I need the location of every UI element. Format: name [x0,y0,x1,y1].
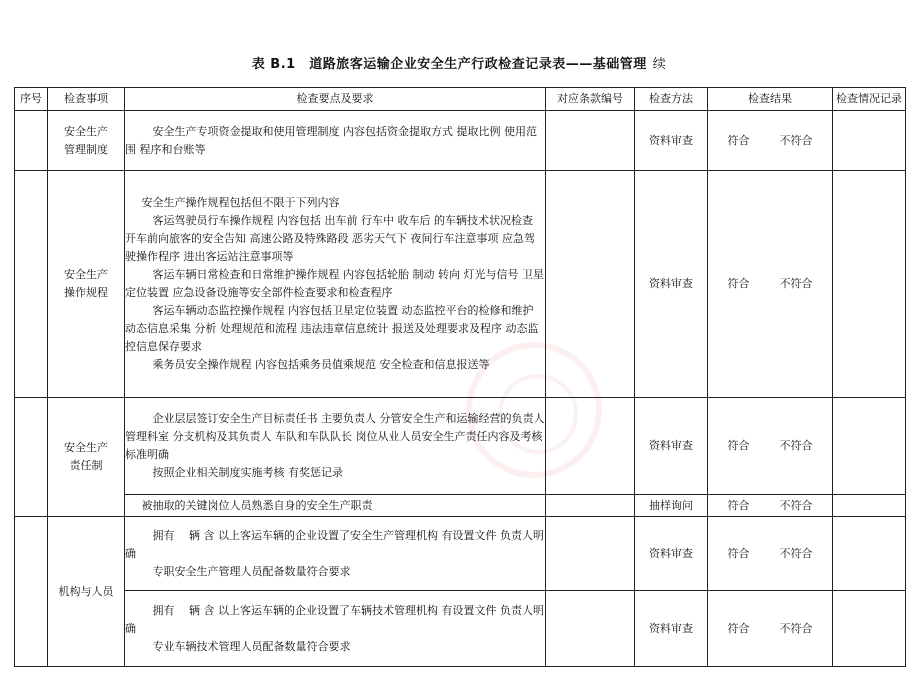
seq-cell [15,398,48,517]
requirements-cell [125,398,546,495]
requirement-text: 拥有 辆 含 以上客运车辆的企业设置了车辆技术管理机构 有设置文件 负责人明确 [125,603,544,635]
requirement-intro: 安全生产操作规程包括但不限于下列内容 [141,196,340,209]
requirement-text: 按照企业相关制度实施考核 有奖惩记录 [152,466,343,479]
item-cell [48,171,125,398]
result-conform-option[interactable]: 符合 [727,621,750,635]
result-cell [708,591,833,667]
method-cell: 资料审查 [635,591,708,667]
clause-cell [546,111,635,171]
result-cell [708,171,833,398]
table-title-main: 表 B.1 道路旅客运输企业安全生产行政检查记录表——基础管理 [251,57,647,72]
clause-cell [546,171,635,398]
result-cell [708,495,833,517]
col-header-result: 检查结果 [708,88,833,111]
result-cell [708,398,833,495]
requirement-text: 安全生产专项资金提取和使用管理制度 内容包括资金提取方式 提取比例 使用范围 程序和台账等 [125,124,537,156]
requirements-cell [125,111,546,171]
inspection-record-table [14,87,906,667]
item-label-line: 安全生产 [64,441,108,454]
method-cell: 资料审查 [635,398,708,495]
item-cell [48,111,125,171]
requirement-text: 客运车辆日常检查和日常维护操作规程 内容包括轮胎 制动 转向 灯光与信号 卫星定位装置 应急设备设施等安全部件检查要求和检查程序 [125,268,544,299]
requirements-cell [125,495,546,517]
header-row [15,88,906,111]
record-cell[interactable] [833,398,906,495]
seq-cell [15,517,48,667]
record-cell[interactable] [833,517,906,591]
table-row [15,398,906,495]
requirement-text: 客运车辆动态监控操作规程 内容包括卫星定位装置 动态监控平台的检修和维护 动态信息采集 分析 处理规范和流程 违法违章信息统计 报送及处理要求及程序 动态监控信息保存要求 [125,304,539,353]
method-cell: 资料审查 [635,517,708,591]
seq-cell [15,111,48,171]
record-cell[interactable] [833,171,906,398]
result-cell [708,111,833,171]
col-header-record: 检查情况记录 [833,88,906,111]
result-nonconform-option[interactable]: 不符合 [779,439,813,452]
item-label-line: 安全生产 [64,268,108,281]
item-label-line: 机构与人员 [58,584,114,598]
requirements-cell [125,591,546,667]
clause-cell [546,591,635,667]
requirement-text: 客运驾驶员行车操作规程 内容包括 出车前 行车中 收车后 的车辆技术状况检查 开车前向旅客的安全告知 高速公路及特殊路段 恶劣天气下 夜间行车注意事项 应急驾驶操作程序 进出客运站注意事项等 [125,214,535,263]
result-conform-option[interactable]: 符合 [727,277,750,290]
table-row [15,517,906,591]
requirement-text: 专业车辆技术管理人员配备数量符合要求 [152,639,351,653]
result-conform-option[interactable]: 符合 [727,439,750,452]
item-label-line: 责任制 [69,459,103,472]
item-label-line: 安全生产 [64,124,108,138]
method-cell: 资料审查 [635,171,708,398]
col-header-clause: 对应条款编号 [546,88,635,111]
requirement-text: 专职安全生产管理人员配备数量符合要求 [152,564,351,578]
seq-cell [15,171,48,398]
record-cell[interactable] [833,591,906,667]
col-header-requirements: 检查要点及要求 [125,88,546,111]
record-cell[interactable] [833,495,906,517]
clause-cell [546,398,635,495]
record-cell[interactable] [833,111,906,171]
table-row [15,111,906,171]
table-row [15,171,906,398]
result-nonconform-option[interactable]: 不符合 [779,498,813,512]
requirement-text: 乘务员安全操作规程 内容包括乘务员值乘规范 安全检查和信息报送等 [152,358,490,371]
requirement-text: 企业层层签订安全生产目标责任书 主要负责人 分管安全生产和运输经营的负责人 管理科室 分支机构及其负责人 车队和车队队长 岗位从业人员安全生产责任内容及考核标准明确 [125,412,545,461]
result-conform-option[interactable]: 符合 [727,133,750,147]
requirements-cell [125,171,546,398]
method-cell: 抽样询问 [635,495,708,517]
result-nonconform-option[interactable]: 不符合 [779,546,813,560]
item-cell [48,398,125,517]
table-title [0,53,918,72]
result-nonconform-option[interactable]: 不符合 [779,277,813,290]
result-nonconform-option[interactable]: 不符合 [779,133,813,147]
requirement-text: 拥有 辆 含 以上客运车辆的企业设置了安全生产管理机构 有设置文件 负责人明确 [125,528,544,560]
requirements-cell [125,517,546,591]
table-title-suffix: 续 [652,57,667,72]
col-header-method: 检查方法 [635,88,708,111]
clause-cell [546,517,635,591]
method-cell: 资料审查 [635,111,708,171]
result-conform-option[interactable]: 符合 [727,498,750,512]
result-cell [708,517,833,591]
requirement-text: 被抽取的关键岗位人员熟悉自身的安全生产职责 [141,498,373,512]
clause-cell [546,495,635,517]
result-nonconform-option[interactable]: 不符合 [779,621,813,635]
table-row [15,591,906,667]
item-label-line: 操作规程 [64,286,108,299]
table-row [15,495,906,517]
result-conform-option[interactable]: 符合 [727,546,750,560]
col-header-item: 检查事项 [48,88,125,111]
item-label-line: 管理制度 [64,142,108,156]
item-cell [48,517,125,667]
col-header-seq: 序号 [15,88,48,111]
